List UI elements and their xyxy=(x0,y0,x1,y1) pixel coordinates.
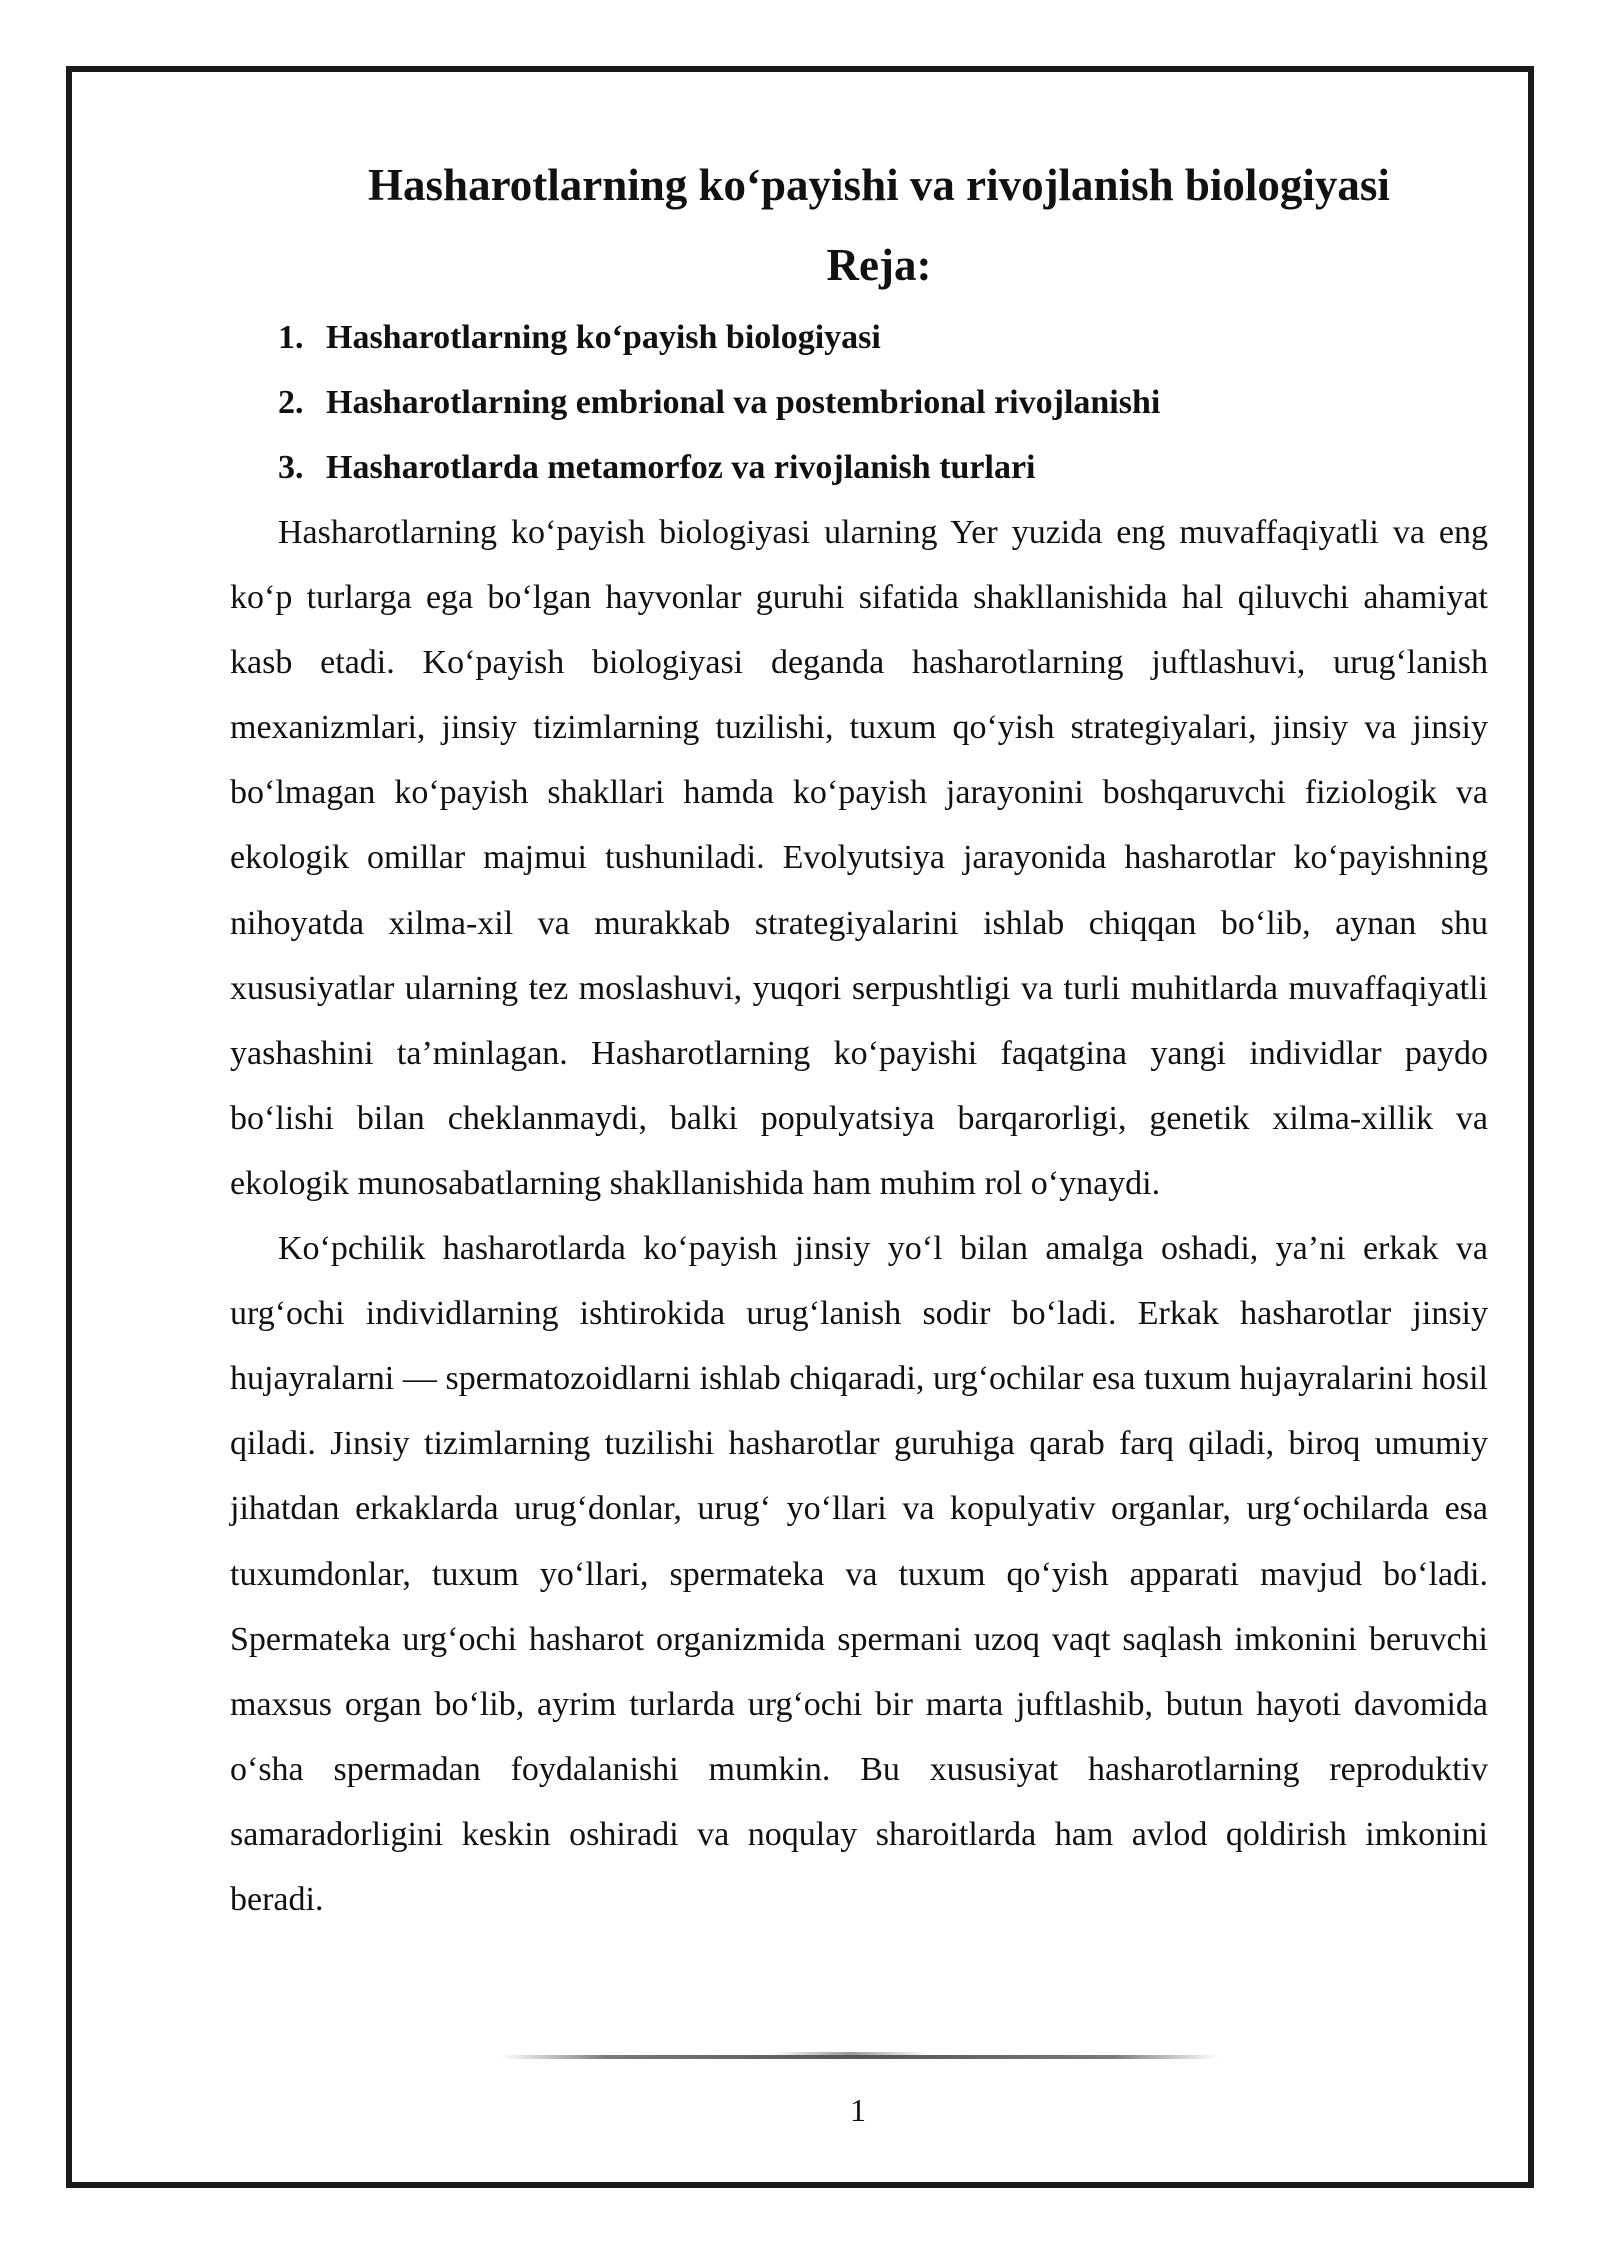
plan-item-number: 1. xyxy=(278,319,304,356)
document-body xyxy=(230,145,1488,1932)
plan-item xyxy=(278,370,1488,435)
plan-heading: Reja: xyxy=(826,240,932,290)
plan-item-text: Hasharotlarning embrional va postembrional rivojlanishi xyxy=(326,384,1161,421)
body-paragraph-1: Hasharotlarning ko‘payish biologiyasi ularning Yer yuzida eng muvaffaqiyatli va eng ko‘p turlarga ega bo‘lgan hayvonlar guruhi sifatida shakllanishida hal qiluvchi ahamiyat kasb etadi. Ko‘payish biologiyasi deganda hasharotlarning juftlashuvi, urug‘lanish mexanizmlari, jinsiy tizimlarning tuzilishi, tuxum qo‘yish strategiyalari, jinsiy va jinsiy bo‘lmagan ko‘payish shakllari hamda ko‘payish jarayonini boshqaruvchi fiziologik va ekologik omillar majmui tushuniladi. Evolyutsiya jarayonida hasharotlar ko‘payishning nihoyatda xilma-xil va murakkab strategiyalarini ishlab chiqqan bo‘lib, aynan shu xususiyatlar ularning tez moslashuvi, yuqori serpushtligi va turli muhitlarda muvaffaqiyatli yashashini ta’minlagan. Hasharotlarning ko‘payishi faqatgina yangi individlar paydo bo‘lishi bilan cheklanmaydi, balki populyatsiya barqarorligi, genetik xilma-xillik va ekologik munosabatlarning shakllanishida ham muhim rol o‘ynaydi. xyxy=(230,514,1488,1202)
document-title: Hasharotlarning ko‘payishi va rivojlanish biologiyasi xyxy=(368,160,1390,210)
plan-item-text: Hasharotlarda metamorfoz va rivojlanish turlari xyxy=(326,449,1036,486)
plan-item xyxy=(278,435,1488,500)
page-number: 1 xyxy=(850,2092,866,2128)
plan-item-number: 2. xyxy=(278,384,304,421)
body-paragraph-2: Ko‘pchilik hasharotlarda ko‘payish jinsiy yo‘l bilan amalga oshadi, ya’ni erkak va urg‘ochi individlarning ishtirokida urug‘lanish sodir bo‘ladi. Erkak hasharotlar jinsiy hujayralarni — spermatozoidlarni ishlab chiqaradi, urg‘ochilar esa tuxum hujayralarini hosil qiladi. Jinsiy tizimlarning tuzilishi hasharotlar guruhiga qarab farq qiladi, biroq umumiy jihatdan erkaklarda urug‘donlar, urug‘ yo‘llari va kopulyativ organlar, urg‘ochilarda esa tuxumdonlar, tuxum yo‘llari, spermateka va tuxum qo‘yish apparati mavjud bo‘ladi. Spermateka urg‘ochi hasharot organizmida spermani uzoq vaqt saqlash imkonini beruvchi maxsus organ bo‘lib, ayrim turlarda urg‘ochi bir marta juftlashib, butun hayoti davomida o‘sha spermadan foydalanishi mumkin. Bu xususiyat hasharotlarning reproduktiv samaradorligini keskin oshiradi va noqulay sharoitlarda ham avlod qoldirish imkonini beradi. xyxy=(230,1230,1488,1918)
plan-item-number: 3. xyxy=(278,449,304,486)
footer-divider xyxy=(500,2055,1220,2059)
plan-item-text: Hasharotlarning ko‘payish biologiyasi xyxy=(326,319,881,356)
plan-list xyxy=(230,305,1488,500)
plan-item xyxy=(278,305,1488,370)
